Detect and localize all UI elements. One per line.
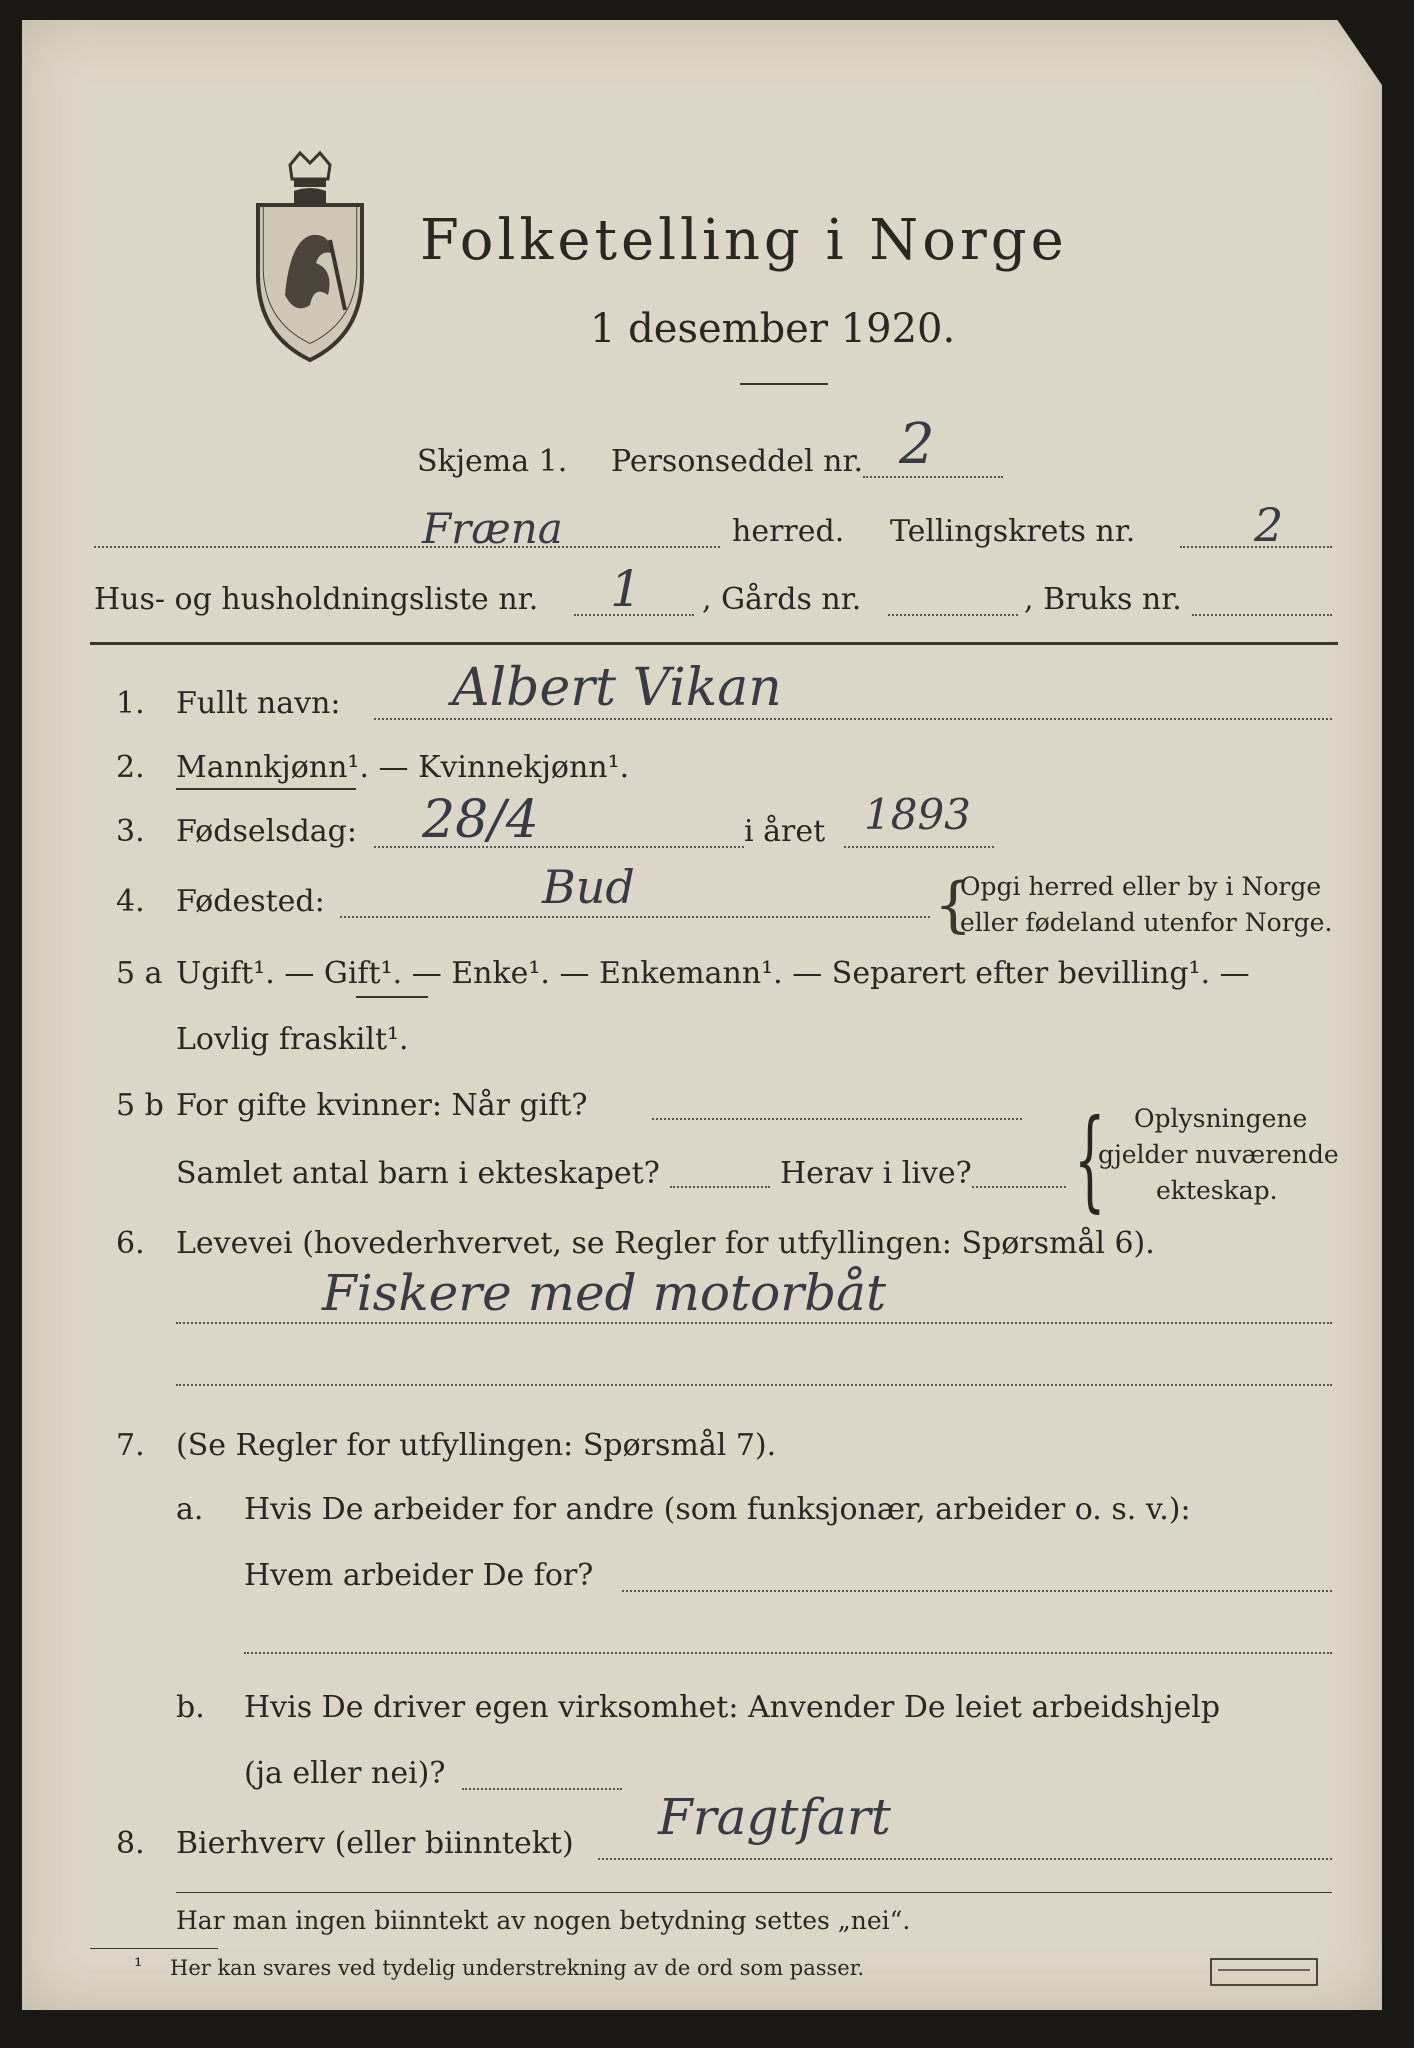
q7a-line2: Hvem arbeider De for?: [244, 1558, 594, 1593]
header-rule: [90, 642, 1338, 645]
q7a-line1: Hvis De arbeider for andre (som funksjonær, arbeider o. s. v.):: [244, 1492, 1191, 1527]
year-line: [844, 846, 994, 848]
q4-note-line2: eller fødeland utenfor Norge.: [960, 908, 1333, 937]
side-income-value[interactable]: Fragtfart: [658, 1788, 891, 1846]
form-title: Folketelling i Norge: [420, 208, 1068, 273]
q7b-line: [462, 1788, 622, 1790]
q7b-line1: Hvis De driver egen virksomhet: Anvender De leiet arbeidshjelp: [244, 1690, 1221, 1725]
q2-number: 2.: [116, 750, 145, 785]
herred-line: [94, 546, 720, 548]
q3-label: Fødselsdag:: [176, 814, 357, 849]
q5b-alive-line: [972, 1186, 1066, 1188]
q8-label: Bierhverv (eller biinntekt): [176, 1826, 574, 1861]
marital-status-options[interactable]: Ugift¹. — Gift¹. — Enke¹. — Enkemann¹. — Separert efter bevilling¹. —: [176, 956, 1250, 991]
q5b-label: For gifte kvinner: Når gift?: [176, 1088, 588, 1123]
q1-line: [374, 718, 1332, 720]
footnote-text: Her kan svares ved tydelig understrekning av de ord som passer.: [170, 1956, 865, 1980]
form-date: 1 desember 1920.: [590, 306, 956, 352]
q6-line2: [176, 1384, 1332, 1386]
personseddel-value[interactable]: 2: [899, 412, 935, 477]
q3-number: 3.: [116, 814, 145, 849]
gards-label: , Gårds nr.: [702, 582, 862, 617]
q4-note-line1: Opgi herred eller by i Norge: [960, 872, 1322, 901]
q8-line: [598, 1858, 1332, 1860]
tellingskrets-label: Tellingskrets nr.: [890, 514, 1136, 549]
q6-label: Levevei (hovederhvervet, se Regler for utfyllingen: Spørsmål 6).: [176, 1226, 1155, 1261]
q4-note-brace: {: [934, 870, 973, 940]
q8-number: 8.: [116, 1826, 145, 1861]
q5b-married-line: [652, 1118, 1022, 1120]
printer-stamp-icon: [1210, 1958, 1318, 1986]
skjema-label: Skjema 1.: [417, 444, 568, 479]
gards-line: [888, 614, 1018, 616]
birth-date-value[interactable]: 28/4: [422, 790, 539, 850]
q5b-children-line: [670, 1186, 770, 1188]
q5b-note-line3: ekteskap.: [1156, 1176, 1278, 1205]
coat-of-arms-icon: [250, 145, 370, 370]
q5b-number: 5 b: [116, 1088, 164, 1123]
footer-note: Har man ingen biinntekt av nogen betydning settes „nei“.: [176, 1906, 911, 1935]
footnote-mark: ¹: [134, 1954, 143, 1978]
birthplace-value[interactable]: Bud: [542, 860, 635, 914]
q5b-note-brace: {: [1074, 1095, 1106, 1223]
q7b-line2: (ja eller nei)?: [244, 1756, 446, 1791]
q1-number: 1.: [116, 686, 145, 721]
bruks-label: , Bruks nr.: [1024, 582, 1182, 617]
gender-underline: [176, 788, 356, 790]
q7-number: 7.: [116, 1428, 145, 1463]
q5b-note-line1: Oplysningene: [1134, 1104, 1308, 1133]
footnote-rule: [90, 1948, 218, 1949]
q6-number: 6.: [116, 1226, 145, 1261]
q5b-note-line2: gjelder nuværende: [1098, 1140, 1339, 1169]
q4-line: [340, 916, 930, 918]
husholdningsliste-value[interactable]: 1: [610, 560, 642, 618]
q4-label: Fødested:: [176, 884, 325, 919]
q4-number: 4.: [116, 884, 145, 919]
husholdningsliste-label: Hus- og husholdningsliste nr.: [94, 582, 539, 617]
q5a-number: 5 a: [116, 956, 163, 991]
q7a-line: [622, 1590, 1332, 1592]
marital-status-underline: [356, 996, 428, 998]
personseddel-label: Personseddel nr.: [611, 444, 864, 479]
q6-line1: [176, 1322, 1332, 1324]
birth-year-value[interactable]: 1893: [864, 790, 971, 839]
gender-options[interactable]: Mannkjønn¹. — Kvinnekjønn¹.: [176, 750, 630, 785]
herred-label: herred.: [732, 514, 845, 549]
q7-label: (Se Regler for utfyllingen: Spørsmål 7).: [176, 1428, 777, 1463]
folded-corner: [1336, 18, 1384, 88]
marital-status-line2[interactable]: Lovlig fraskilt¹.: [176, 1022, 409, 1057]
q5b-alive-label: Herav i live?: [780, 1156, 972, 1191]
q7a-letter: a.: [176, 1492, 204, 1527]
title-divider: [740, 383, 828, 385]
census-form-page: [22, 20, 1382, 2010]
footer-rule: [176, 1892, 1332, 1893]
q7a-line2-blank: [244, 1652, 1332, 1654]
year-label: i året: [744, 814, 826, 849]
q1-label: Fullt navn:: [176, 686, 341, 721]
tellingskrets-value[interactable]: 2: [1254, 498, 1284, 552]
bruks-line: [1192, 614, 1332, 616]
full-name-value[interactable]: Albert Vikan: [452, 658, 782, 718]
q5b-children-label: Samlet antal barn i ekteskapet?: [176, 1156, 660, 1191]
q7b-letter: b.: [176, 1690, 205, 1725]
herred-value[interactable]: Fræna: [422, 504, 563, 553]
occupation-value[interactable]: Fiskere med motorbåt: [322, 1264, 887, 1322]
